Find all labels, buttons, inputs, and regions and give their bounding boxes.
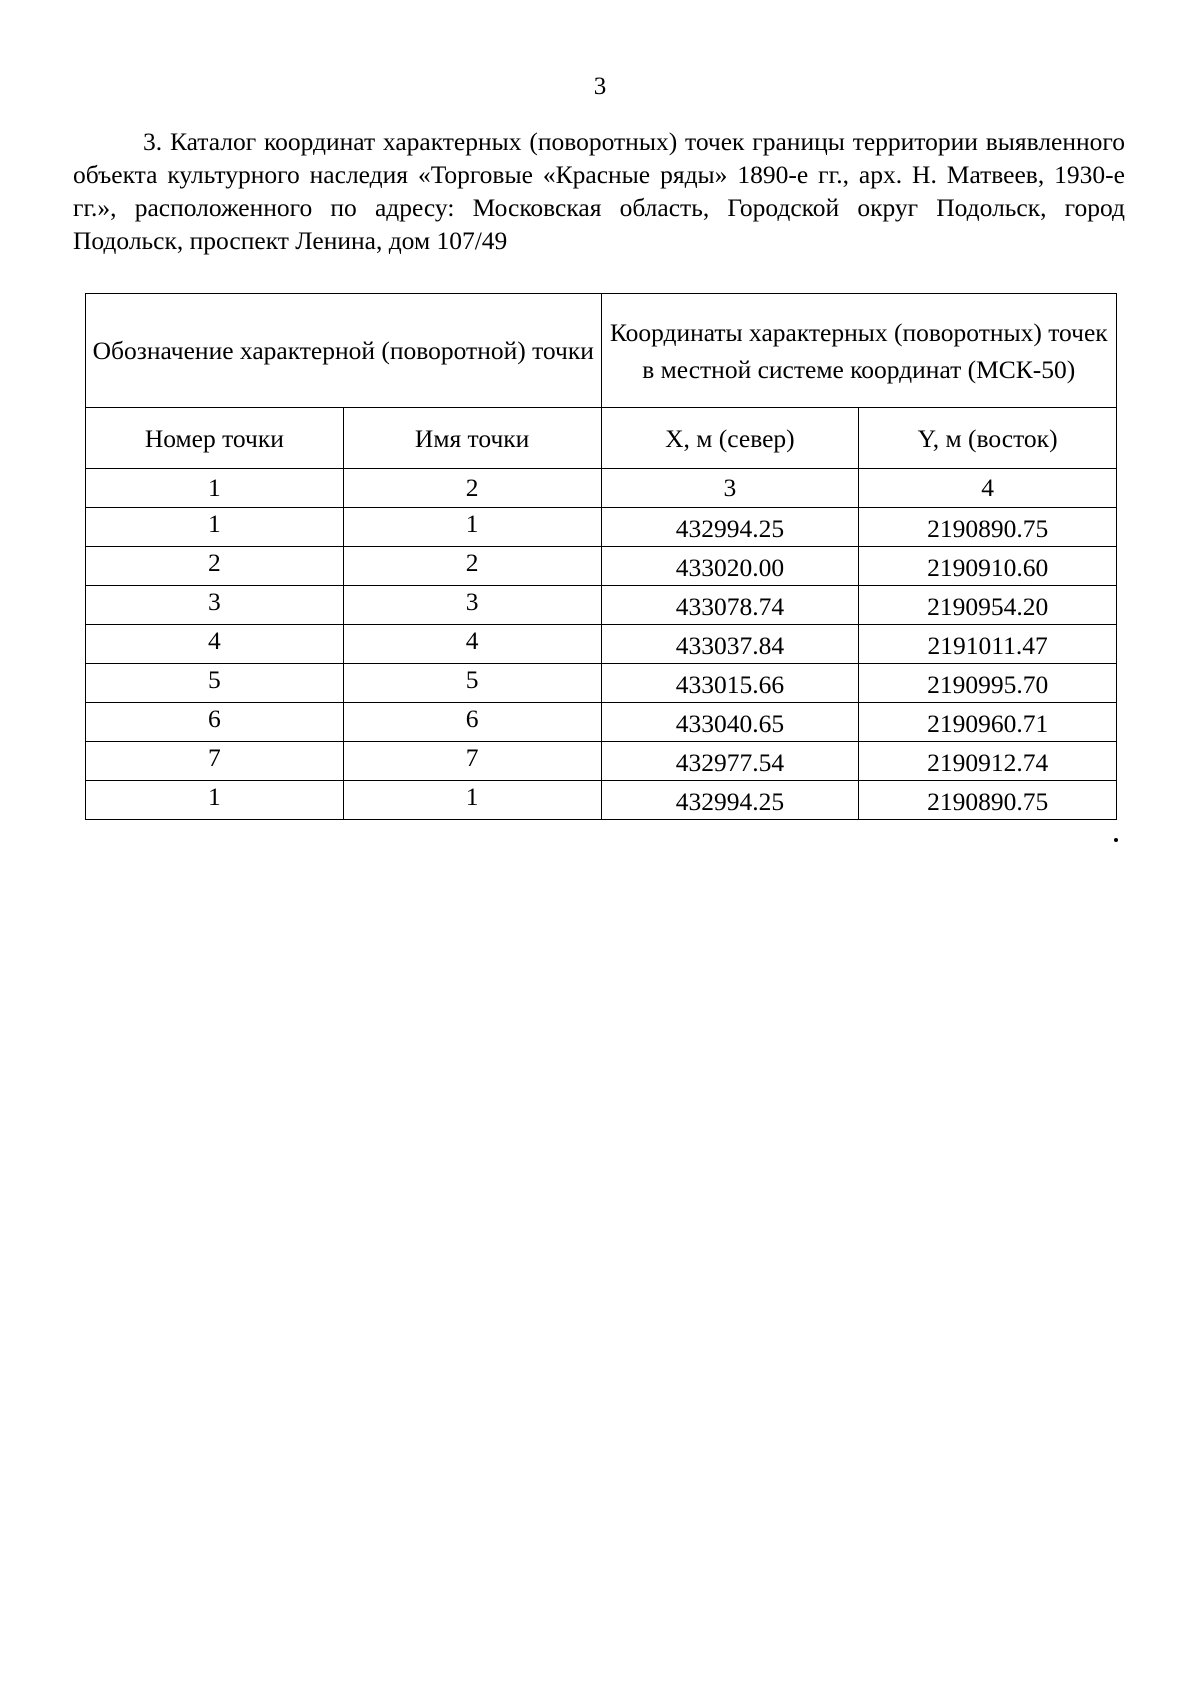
- x-coordinate-cell: 433040.65: [601, 703, 859, 742]
- intro-paragraph: 3. Каталог координат характерных (поворотных) точек границы территории выявленного объекта культурного наследия «Торговые «Красные ряды» 1890-е гг., арх. Н. Матвеев, 1930-е гг.», расположенного по адресу: Московская область, Городской округ Подольск, город Подольск, проспект Ленина, дом 107/49: [73, 127, 1125, 255]
- y-coordinate-cell: 2190910.60: [859, 547, 1117, 586]
- x-coordinate-cell: 433037.84: [601, 625, 859, 664]
- column-number: 2: [343, 469, 601, 508]
- y-coordinate-cell: 2190890.75: [859, 781, 1117, 820]
- table-row: [86, 664, 1117, 703]
- table-group-header-row: [86, 294, 1117, 408]
- column-number: 3: [601, 469, 859, 508]
- x-coordinate-cell: 433015.66: [601, 664, 859, 703]
- point-number-cell: 1: [86, 508, 344, 547]
- column-number: 4: [859, 469, 1117, 508]
- y-coordinate-cell: 2190890.75: [859, 508, 1117, 547]
- column-header-y: Y, м (восток): [859, 408, 1117, 469]
- coordinates-table: [85, 293, 1117, 820]
- point-name-cell: 3: [343, 586, 601, 625]
- point-name-cell: 6: [343, 703, 601, 742]
- point-name-cell: 1: [343, 781, 601, 820]
- point-number-cell: 5: [86, 664, 344, 703]
- trailing-dot: [1114, 838, 1118, 842]
- point-name-cell: 7: [343, 742, 601, 781]
- table-row: [86, 703, 1117, 742]
- point-number-cell: 6: [86, 703, 344, 742]
- designation-header: Обозначение характерной (поворотной) точки: [86, 294, 602, 408]
- point-name-cell: 5: [343, 664, 601, 703]
- x-coordinate-cell: 433078.74: [601, 586, 859, 625]
- table-row: [86, 625, 1117, 664]
- y-coordinate-cell: 2190954.20: [859, 586, 1117, 625]
- coordinates-header: Координаты характерных (поворотных) точек в местной системе координат (МСК-50): [601, 294, 1117, 408]
- x-coordinate-cell: 432994.25: [601, 508, 859, 547]
- column-number-row: [86, 469, 1117, 508]
- table-row: [86, 586, 1117, 625]
- point-name-cell: 4: [343, 625, 601, 664]
- column-number: 1: [86, 469, 344, 508]
- y-coordinate-cell: 2190912.74: [859, 742, 1117, 781]
- y-coordinate-cell: 2190960.71: [859, 703, 1117, 742]
- point-number-cell: 3: [86, 586, 344, 625]
- table-row: [86, 781, 1117, 820]
- point-number-cell: 1: [86, 781, 344, 820]
- table-column-header-row: [86, 408, 1117, 469]
- x-coordinate-cell: 432977.54: [601, 742, 859, 781]
- x-coordinate-cell: 433020.00: [601, 547, 859, 586]
- x-coordinate-cell: 432994.25: [601, 781, 859, 820]
- column-header-point-number: Номер точки: [86, 408, 344, 469]
- point-number-cell: 7: [86, 742, 344, 781]
- point-name-cell: 2: [343, 547, 601, 586]
- point-number-cell: 4: [86, 625, 344, 664]
- point-number-cell: 2: [86, 547, 344, 586]
- table-row: [86, 547, 1117, 586]
- table-row: [86, 508, 1117, 547]
- column-header-point-name: Имя точки: [343, 408, 601, 469]
- y-coordinate-cell: 2190995.70: [859, 664, 1117, 703]
- point-name-cell: 1: [343, 508, 601, 547]
- y-coordinate-cell: 2191011.47: [859, 625, 1117, 664]
- column-header-x: X, м (север): [601, 408, 859, 469]
- table-row: [86, 742, 1117, 781]
- page-number: 3: [593, 73, 607, 100]
